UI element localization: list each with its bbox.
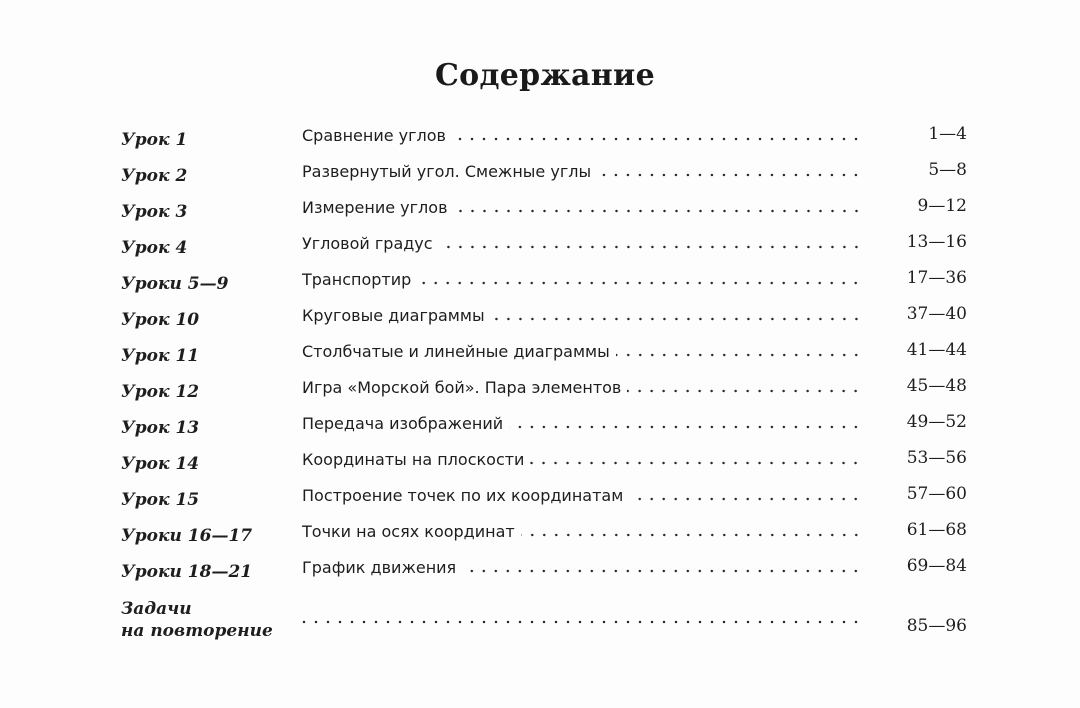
toc-pages: 5—8 xyxy=(928,160,967,180)
toc-row xyxy=(0,484,1080,520)
toc-lesson: Уроки 18—21 xyxy=(121,562,253,582)
toc-pages: 41—44 xyxy=(906,340,967,360)
toc-row xyxy=(0,124,1080,160)
toc-topic-line xyxy=(302,342,862,361)
toc-lesson-line: на повторение xyxy=(121,621,273,641)
dot-leader xyxy=(616,353,862,357)
toc-topic: График движения xyxy=(302,558,457,577)
toc-topic-line xyxy=(302,270,862,289)
toc-pages: 57—60 xyxy=(906,484,967,504)
dot-leader xyxy=(530,461,862,465)
toc-pages: 9—12 xyxy=(917,196,967,216)
dot-leader xyxy=(302,620,862,624)
dot-leader xyxy=(454,209,863,213)
dot-leader xyxy=(439,245,862,249)
dot-leader xyxy=(629,497,862,501)
toc-topic-line xyxy=(302,126,862,145)
toc-topic-line xyxy=(302,306,862,325)
toc-topic-line xyxy=(302,558,862,577)
toc-pages: 17—36 xyxy=(906,268,967,288)
toc-row xyxy=(0,232,1080,268)
toc-lesson-line: Задачи xyxy=(121,599,192,619)
toc-lesson: Урок 15 xyxy=(121,490,200,510)
toc-topic-line xyxy=(302,486,862,505)
toc-topic-line xyxy=(302,234,862,253)
dot-leader xyxy=(417,281,862,285)
toc-topic: Столбчатые и линейные диаграммы xyxy=(302,342,610,361)
toc-topic: Угловой градус xyxy=(302,234,433,253)
toc-pages: 49—52 xyxy=(906,412,967,432)
toc-pages: 37—40 xyxy=(906,304,967,324)
dot-leader xyxy=(491,317,862,321)
toc-lesson: Урок 3 xyxy=(121,202,188,222)
dot-leader xyxy=(627,389,862,393)
toc-topic: Построение точек по их координатам xyxy=(302,486,624,505)
dot-leader xyxy=(452,137,862,141)
toc-topic-line xyxy=(302,378,862,397)
toc-topic: Круговые диаграммы xyxy=(302,306,485,325)
toc-lesson: Урок 1 xyxy=(121,130,188,150)
toc-lesson: Урок 12 xyxy=(121,382,200,402)
toc-lesson xyxy=(121,598,273,642)
toc-topic: Развернутый угол. Смежные углы xyxy=(302,162,592,181)
toc-topic-line xyxy=(302,620,862,625)
dot-leader xyxy=(597,173,862,177)
toc-row xyxy=(0,268,1080,304)
toc-lesson: Урок 14 xyxy=(121,454,200,474)
toc-topic: Координаты на плоскости xyxy=(302,450,525,469)
toc-lesson: Урок 4 xyxy=(121,238,188,258)
toc-lesson: Урок 2 xyxy=(121,166,188,186)
toc-topic-line xyxy=(302,450,862,469)
toc-pages: 1—4 xyxy=(928,124,967,144)
toc-pages: 53—56 xyxy=(906,448,967,468)
toc-lesson: Урок 10 xyxy=(121,310,200,330)
toc-pages: 69—84 xyxy=(906,556,967,576)
toc-row xyxy=(0,556,1080,592)
toc-topic-line xyxy=(302,198,862,217)
toc-topic-line xyxy=(302,414,862,433)
toc-lesson: Уроки 16—17 xyxy=(121,526,253,546)
toc-topic-line xyxy=(302,522,862,541)
toc-pages: 85—96 xyxy=(906,616,967,636)
toc-row xyxy=(0,196,1080,232)
toc-topic-line xyxy=(302,162,862,181)
toc-pages: 61—68 xyxy=(906,520,967,540)
dot-leader xyxy=(521,533,862,537)
toc-row xyxy=(0,304,1080,340)
toc-topic: Транспортир xyxy=(302,270,412,289)
toc-row xyxy=(0,160,1080,196)
page-title: Содержание xyxy=(435,58,655,93)
toc-row xyxy=(0,376,1080,412)
toc-row-review xyxy=(0,596,1080,646)
toc-topic: Передача изображений xyxy=(302,414,504,433)
toc-lesson: Урок 13 xyxy=(121,418,200,438)
toc-lesson: Уроки 5—9 xyxy=(121,274,229,294)
toc-topic: Измерение углов xyxy=(302,198,448,217)
toc-topic: Точки на осях координат xyxy=(302,522,515,541)
toc-row xyxy=(0,412,1080,448)
toc-row xyxy=(0,448,1080,484)
toc-lesson: Урок 11 xyxy=(121,346,200,366)
toc-pages: 13—16 xyxy=(906,232,967,252)
toc-pages: 45—48 xyxy=(906,376,967,396)
toc-row xyxy=(0,520,1080,556)
toc-topic: Сравнение углов xyxy=(302,126,446,145)
toc-topic: Игра «Морской бой». Пара элементов xyxy=(302,378,622,397)
toc-row xyxy=(0,340,1080,376)
dot-leader xyxy=(462,569,862,573)
dot-leader xyxy=(509,425,862,429)
